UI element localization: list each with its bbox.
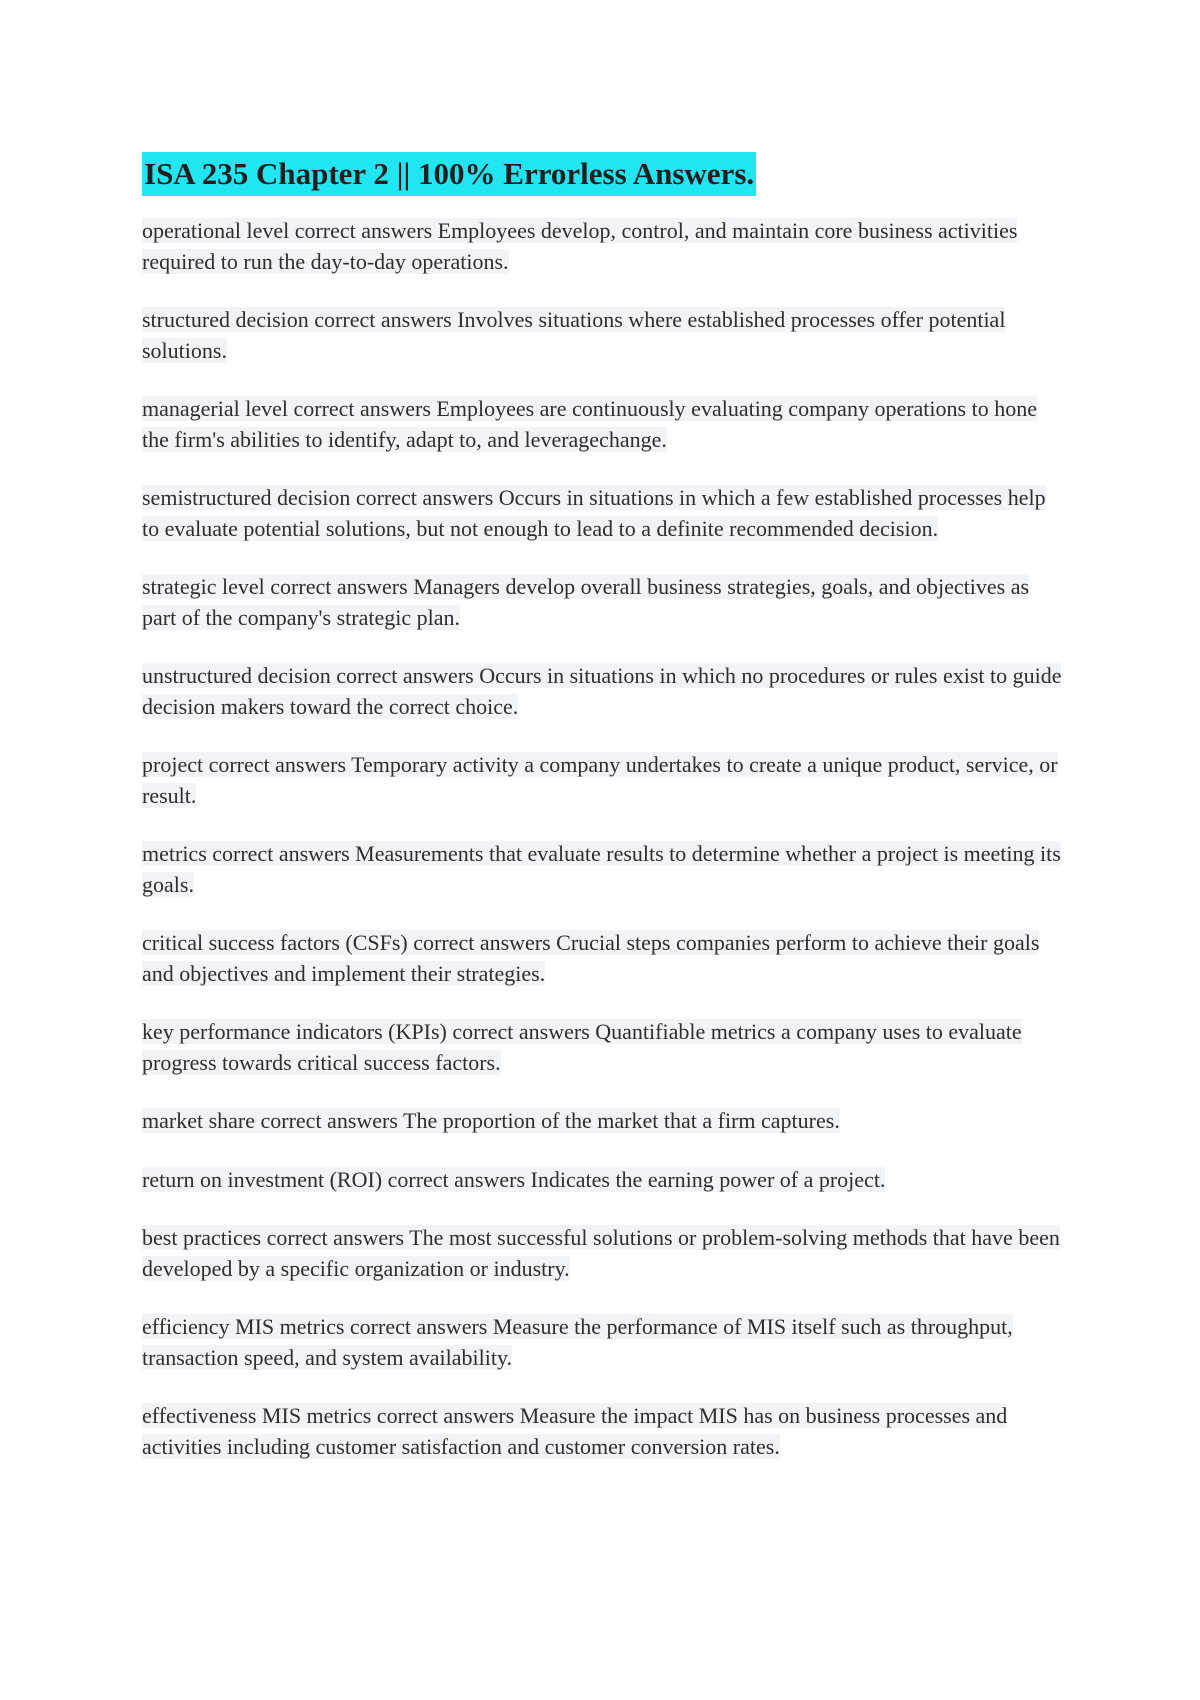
entry-text: strategic level correct answers Managers develop overall business strategies, goals, and objectives as part of the company's strategic plan. xyxy=(142,574,1030,630)
list-item xyxy=(142,1312,1062,1373)
list-item xyxy=(142,1165,1062,1196)
document-page xyxy=(142,152,1062,1490)
list-item xyxy=(142,1017,1062,1078)
entry-text: semistructured decision correct answers Occurs in situations in which a few established processes help to evaluate potential solutions, but not enough to lead to a definite recommended decision. xyxy=(142,485,1046,541)
list-item xyxy=(142,750,1062,811)
list-item xyxy=(142,216,1062,277)
entry-text: metrics correct answers Measurements that evaluate results to determine whether a project is meeting its goals. xyxy=(142,841,1061,897)
list-item xyxy=(142,1106,1062,1137)
entry-text: best practices correct answers The most successful solutions or problem-solving methods that have been developed by a specific organization or industry. xyxy=(142,1225,1060,1281)
list-item xyxy=(142,928,1062,989)
list-item xyxy=(142,483,1062,544)
qa-list xyxy=(142,216,1062,1462)
entry-text: managerial level correct answers Employees are continuously evaluating company operations to hone the firm's abilities to identify, adapt to, and leveragechange. xyxy=(142,396,1037,452)
list-item xyxy=(142,661,1062,722)
list-item xyxy=(142,1223,1062,1284)
list-item xyxy=(142,839,1062,900)
entry-text: effectiveness MIS metrics correct answers Measure the impact MIS has on business processes and activities including customer satisfaction and customer conversion rates. xyxy=(142,1403,1008,1459)
list-item xyxy=(142,305,1062,366)
entry-text: efficiency MIS metrics correct answers Measure the performance of MIS itself such as throughput, transaction speed, and system availability. xyxy=(142,1314,1013,1370)
entry-text: structured decision correct answers Involves situations where established processes offer potential solutions. xyxy=(142,307,1006,363)
list-item xyxy=(142,1401,1062,1462)
entry-text: operational level correct answers Employees develop, control, and maintain core business activities required to run the day-to-day operations. xyxy=(142,218,1018,274)
entry-text: unstructured decision correct answers Occurs in situations in which no procedures or rules exist to guide decision makers toward the correct choice. xyxy=(142,663,1062,719)
entry-text: return on investment (ROI) correct answers Indicates the earning power of a project. xyxy=(142,1166,886,1192)
list-item xyxy=(142,394,1062,455)
list-item xyxy=(142,572,1062,633)
entry-text: market share correct answers The proportion of the market that a firm captures. xyxy=(142,1108,840,1133)
entry-text: project correct answers Temporary activity a company undertakes to create a unique product, service, or result. xyxy=(142,752,1058,808)
page-title: ISA 235 Chapter 2 || 100% Errorless Answers. xyxy=(142,152,756,196)
entry-text: critical success factors (CSFs) correct answers Crucial steps companies perform to achieve their goals and objectives and implement their strategies. xyxy=(142,930,1040,986)
entry-text: key performance indicators (KPIs) correct answers Quantifiable metrics a company uses to evaluate progress towards critical success factors. xyxy=(142,1019,1022,1075)
